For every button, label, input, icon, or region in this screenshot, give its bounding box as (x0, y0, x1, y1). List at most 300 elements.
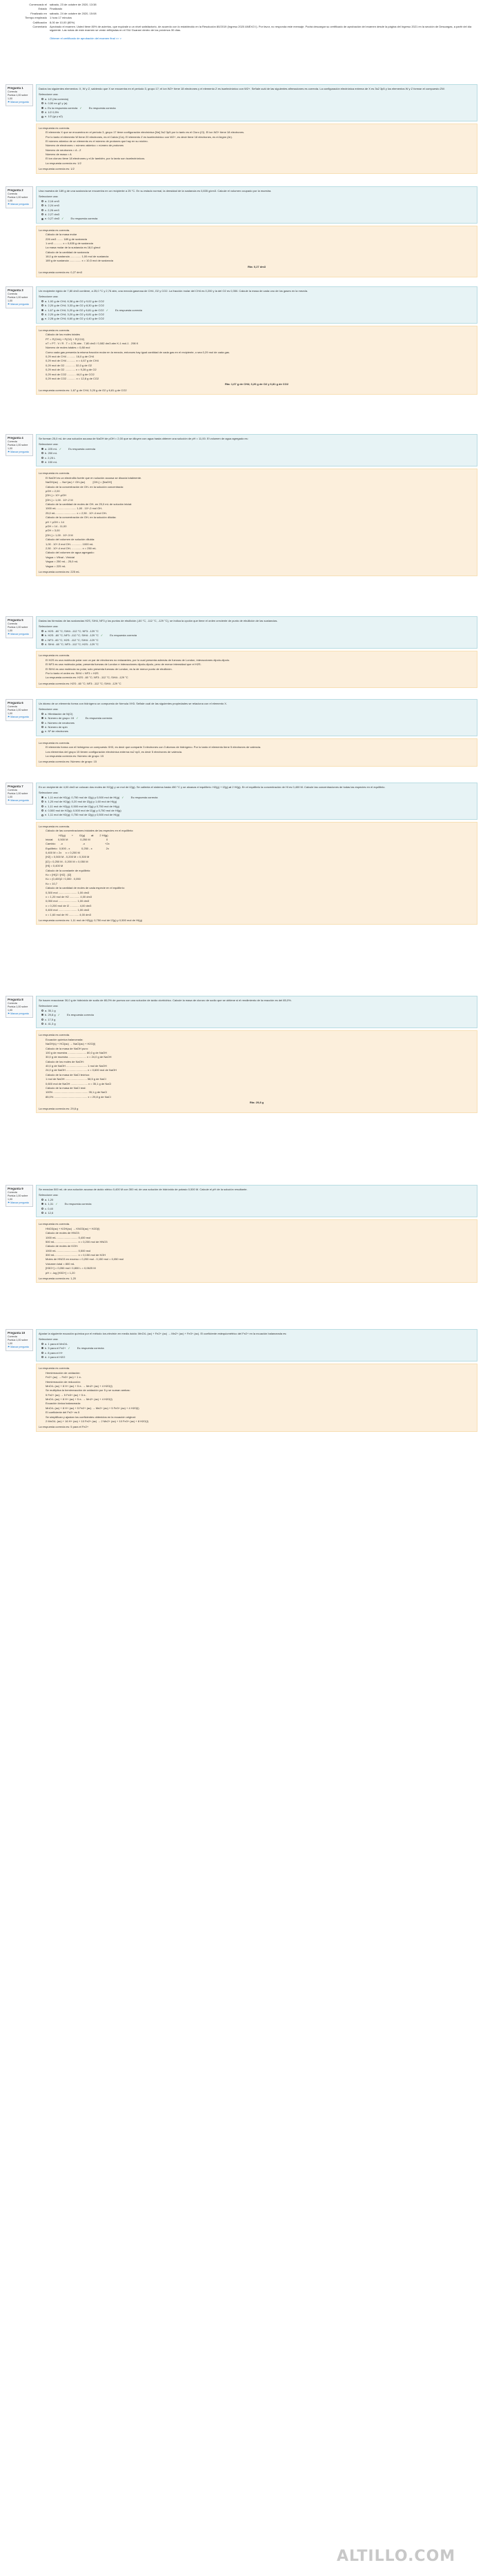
question-content (36, 1329, 477, 1432)
radio-button[interactable] (41, 107, 43, 109)
question-text: Dados los siguientes elementos: X, W y Z, sabiendo que X se encuentra en el periodo 3, grupo 17; el ion W2+ tiene 18 electrones y el elemento Z es isoelectrónico con W2+. Señale cuál de las siguientes afirmaciones es correcta. La configuración electrónica externa de X es 3s2 3p5 y los elementos W y Z forman el compuesto ZW. (39, 87, 445, 90)
answer-option[interactable] (41, 809, 475, 812)
option-feedback: Es respuesta correcta (70, 217, 98, 221)
question-number: Pregunta 4 (8, 436, 23, 440)
question-text: Una muestra de 189 g de una sustancia se encuentra en un recipiente a 25 °C. En su estado normal, la densidad de la sustancia es 0,835 g/cm3. Calcule el volumen ocupado por la muestra. (39, 189, 272, 193)
feedback-line: 0,050 mol ........................ 1,00 dm3 (46, 899, 90, 903)
answer-option[interactable] (41, 313, 475, 316)
answer-option[interactable] (41, 1207, 475, 1210)
feedback-line: MnO4- (ac) + 8 H+ (ac) + 5 Fe2+ (ac) → Mn2+ (ac) + 5 Fe3+ (ac) + 4 H2O(l) (46, 1406, 139, 1410)
flag-question-link[interactable] (8, 1346, 31, 1349)
feedback-line: pOH = 2,00 (46, 489, 60, 493)
answer-option[interactable] (41, 800, 475, 803)
check-icon: ✓ (57, 1013, 60, 1017)
answer-option[interactable] (41, 1355, 475, 1359)
question-status: Correcta (8, 1335, 17, 1338)
flag-question-link[interactable] (8, 799, 31, 803)
answer-option[interactable] (41, 1198, 475, 1201)
feedback-line: 24,0 g de NaOH ........................... x = 0,600 mol de NaOH (46, 1068, 117, 1072)
feedback-line: Cálculo de la cantidad de moles de cada especie en el equilibrio: (46, 886, 125, 890)
radio-button[interactable] (41, 102, 43, 104)
radio-button[interactable] (41, 213, 43, 215)
feedback-line: Se multiplica la hemirreacción de oxidación por 5 y se suman ambas: (46, 1388, 130, 1393)
answer-option[interactable] (41, 629, 475, 633)
feedback-line: H2(g) + I2(g) ⇌ 2 HI(g) (46, 833, 108, 837)
flag-icon: ⚑ (8, 633, 11, 636)
option-label: c. NF3: -60 °C; H2S: -112 °C; SiH4: -129 °C (45, 638, 99, 642)
question-info (6, 434, 33, 456)
flag-icon: ⚑ (8, 716, 11, 719)
question-score: Puntúa 1,00 sobre 1,00 (8, 443, 28, 450)
answer-option[interactable] (41, 447, 475, 451)
feedback-line: Cálculo de la cantidad de sustancia (46, 250, 89, 254)
radio-button[interactable] (41, 639, 43, 641)
feedback-line: Cálculo de la masa de NaCl teórica: (46, 1072, 90, 1076)
answer-option[interactable] (41, 451, 475, 455)
attempt-summary (6, 3, 477, 40)
option-label: c. 17,5 g (45, 1017, 56, 1021)
radio-button[interactable] (41, 1203, 43, 1205)
correct-answer: La respuesta correcta es: 29,8 g (39, 1106, 79, 1110)
feedback-line: La respuesta es correcta. (39, 1033, 70, 1037)
question-content (36, 616, 477, 688)
answer-option[interactable] (41, 1202, 475, 1206)
feedback-line: Cálculo de la constante de equilibrio: (46, 868, 91, 872)
feedback-line: Cálculo de moles de KOH: (46, 1244, 79, 1248)
question-block (6, 434, 477, 610)
feedback-line: Moles de HNO3 en exceso = 0,200 mol - 0,150 mol = 0,050 mol (46, 1257, 124, 1261)
feedback-line: Cálculo de la concentración de OH- en la solución diluida: (46, 515, 117, 520)
feedback-line: Por lo tanto el orden es: SiH4 < NF3 < H2S (46, 671, 99, 675)
question-info (6, 699, 33, 721)
question-info (6, 996, 33, 1018)
question-number: Pregunta 1 (8, 86, 23, 90)
feedback-line: Cálculo del volumen de solución diluida: (46, 538, 95, 542)
correct-answer: La respuesta correcta es: 1/2 (39, 167, 75, 171)
question-status: Correcta (8, 292, 17, 295)
feedback-line: nT = PT . V / R . T = 2,76 atm . 7,80 dm3 / 0,082 dm3 atm K-1 mol-1 . 298 K (46, 341, 139, 345)
answer-option[interactable] (41, 712, 475, 716)
feedback-box (36, 226, 477, 277)
question-status: Correcta (8, 1190, 17, 1194)
radio-button[interactable] (41, 713, 43, 715)
question-text-box (36, 1185, 477, 1217)
radio-button[interactable] (41, 800, 43, 803)
feedback-line: Cálculo de la masa de NaOH puro: (46, 1046, 89, 1050)
feedback-line: El NaOH es un electrolito fuerte que en solución acuosa se disocia totalmente. (46, 475, 142, 480)
select-label: Seleccione una: (39, 195, 59, 199)
flag-label: Marcar pregunta (10, 303, 29, 306)
feedback-line: [OH-] = 10^-pOH (46, 493, 66, 498)
feedback-line: [OH-] = 1,00 . 10^-2 M (46, 498, 73, 502)
option-label: e. 1/2 (gr y s2) (45, 115, 63, 119)
feedback-line: 2 MnO4- (ac) + 16 H+ (ac) + 10 Fe2+ (ac) → 2 Mn2+ (ac) + 10 Fe3+ (ac) + 8 H2O(l) (46, 1419, 148, 1424)
option-label: d. 4 para el H2O (45, 1355, 66, 1359)
option-label: b. 1,31 (45, 1202, 54, 1206)
feedback-box (36, 124, 477, 174)
check-icon: ✓ (121, 795, 124, 799)
feedback-line: 1,00 . 10^-3 mol OH- ............. 1000 mL (46, 542, 94, 546)
radio-button[interactable] (41, 200, 43, 202)
feedback-line: El número atómico de un elemento es el número de protones que hay en su núcleo. (46, 139, 148, 143)
question-info (6, 1329, 33, 1351)
feedback-line: 0,29 mol de CO2 ........... 44,0 g de CO2 (46, 372, 95, 376)
option-label: b. 1,20 mol de H2(g); 0,20 mol de I2(g) y 1,60 mol de HI(g) (45, 800, 117, 804)
feedback-line: 85,0% ........................................... x = 29,8 g de NaCl (46, 1094, 111, 1099)
summary-value: sábado, 23 de octubre de 2020, 13:38 (50, 3, 97, 6)
radio-button[interactable] (41, 318, 43, 320)
check-icon: ✓ (68, 1346, 70, 1350)
flag-label: Marcar pregunta (10, 799, 29, 803)
option-feedback: Es respuesta correcta (130, 795, 158, 799)
option-label: e. 1,11 mol de H2(g); 0,750 mol de I2(g) y 0,500 mol de HI(g) (45, 813, 120, 817)
question-text-box (36, 616, 477, 649)
answer-option[interactable] (41, 456, 475, 460)
question-number: Pregunta 5 (8, 618, 23, 622)
option-label: b. 0,50 en g2 y (a) (45, 101, 68, 106)
feedback-line: La respuesta es correcta. (39, 1366, 70, 1370)
option-feedback: Es respuesta correcta (68, 446, 96, 451)
feedback-line: pH + pOH = 14 (46, 520, 64, 524)
radio-button[interactable] (41, 457, 43, 459)
summary-row (6, 16, 477, 19)
feedback-line: La respuesta es correcta. (39, 228, 70, 232)
option-label: b. 250 mL (45, 451, 57, 455)
summary-row (6, 7, 477, 10)
flag-question-link[interactable] (8, 716, 31, 719)
flag-question-link[interactable] (8, 633, 31, 636)
flag-icon: ⚑ (8, 1012, 11, 1016)
answer-option[interactable] (41, 642, 475, 646)
answer-option[interactable] (41, 1009, 475, 1012)
radio-button[interactable] (41, 1014, 43, 1016)
radio-button[interactable] (41, 1356, 43, 1358)
option-label: d. 0,500 mol de H2(g); 0,500 mol de I2(g) y 0,750 mol de HI(g) (45, 808, 121, 812)
correct-answer: La respuesta correcta es: H2S: -60 °C; NF3: -112 °C; SiH4: -129 °C (39, 681, 121, 685)
answer-option[interactable] (41, 1022, 475, 1025)
feedback-box (36, 651, 477, 688)
radio-button[interactable] (41, 1023, 43, 1025)
feedback-line: 1 mol de NaOH ............................ 58,5 g de NaCl (46, 1077, 106, 1081)
feedback-line: La respuesta correcta es: 1/2 (46, 161, 81, 165)
question-content (36, 186, 477, 277)
feedback-line: El SiH4 es una molécula no polar, solo presenta fuerzas de London, es la de menor punto de ebullición. (46, 667, 172, 671)
select-label: Seleccione una: (39, 625, 59, 629)
question-content (36, 1185, 477, 1283)
feedback-line: Cambio: -x -x +2x (46, 842, 110, 846)
radio-button[interactable] (41, 309, 43, 311)
answer-option[interactable] (41, 721, 475, 725)
flag-label: Marcar pregunta (10, 633, 29, 636)
flag-question-link[interactable] (8, 101, 31, 104)
flag-label: Marcar pregunta (10, 451, 29, 454)
feedback-line: 189 g de sustancia ............... x = 10,5 mol de sustancia (46, 259, 113, 263)
question-block (6, 616, 477, 694)
radio-button[interactable] (41, 1019, 43, 1021)
option-label: e. 2,28 g de CH4; 6,60 g de O2 y 4,40 g de CO2 (45, 317, 104, 321)
feedback-line: pOH = 14 - 11,00 (46, 524, 67, 529)
correct-answer: La respuesta correcta es: 225 mL (39, 569, 80, 573)
summary-key: Tiempo empleado (25, 16, 47, 20)
question-score: Puntúa 1,00 sobre 1,00 (8, 195, 28, 202)
answer-option[interactable] (41, 110, 475, 114)
feedback-line: Cálculo de moles de HNO3: (46, 1231, 80, 1235)
check-icon: ✓ (59, 446, 62, 451)
option-feedback: Es respuesta correcta (85, 716, 112, 720)
feedback-line: La respuesta es correcta. (39, 126, 70, 130)
radio-button[interactable] (41, 1010, 43, 1012)
radio-button[interactable] (41, 1199, 43, 1201)
answer-option[interactable] (41, 1346, 475, 1350)
answer-option[interactable] (41, 317, 475, 320)
flag-label: Marcar pregunta (10, 716, 29, 719)
option-label: d. 2,27 dm3 (45, 212, 60, 216)
check-icon: ✓ (100, 633, 103, 638)
answer-option[interactable] (41, 115, 475, 118)
answer-option[interactable] (41, 199, 475, 203)
radio-button[interactable] (41, 116, 43, 118)
answer-option[interactable] (41, 208, 475, 212)
answer-option[interactable] (41, 725, 475, 729)
radio-button[interactable] (41, 1212, 43, 1214)
feedback-line: [HI] = 0,400 M (46, 864, 63, 868)
option-label: c. 2,26 cm3 (45, 208, 59, 212)
question-info (6, 1185, 33, 1207)
feedback-line: Ecuación iónica balanceada: (46, 1402, 81, 1406)
question-text-box (36, 783, 477, 820)
option-label: d. 12,6 (45, 1210, 54, 1215)
check-icon: ✓ (55, 1202, 58, 1206)
feedback-line: x = 1,60 mol de HI ............. 4,00 dm3 (46, 912, 91, 916)
option-label: a. 35,1 g (45, 1008, 56, 1012)
option-label: a. 1,92 g de CH4; 6,38 g de O2 y 9,02 g de CO2 (45, 299, 104, 303)
option-label: a. 1 para el MnO4- (45, 1341, 68, 1346)
question-number: Pregunta 2 (8, 188, 23, 192)
question-score: Puntúa 1,00 sobre 1,00 (8, 1338, 28, 1345)
feedback-line: 500 mL ............................. x = 0,200 mol de HNO3 (46, 1239, 108, 1243)
option-feedback: Es respuesta correcta (64, 1202, 92, 1206)
radio-button[interactable] (41, 809, 43, 812)
radio-button[interactable] (41, 461, 43, 463)
radio-button[interactable] (41, 313, 43, 315)
question-content (36, 699, 477, 767)
feedback-line: La respuesta correcta es: H2S: -60 °C; NF3: -112 °C; SiH4: -129 °C (46, 676, 128, 680)
option-label: c. Número de neutrones (45, 720, 75, 725)
feedback-line: Cálculo de la concentración de OH- en la solución concentrada: (46, 484, 124, 489)
feedback-line: Se simplifican y ajustan los coeficientes obtenidos en la ecuación original: (46, 1415, 136, 1419)
radio-button[interactable] (41, 1208, 43, 1210)
option-feedback: Es respuesta correcta (77, 1346, 104, 1350)
radio-button[interactable] (41, 1347, 43, 1349)
radio-button[interactable] (41, 452, 43, 454)
flag-question-link[interactable] (8, 451, 31, 454)
radio-button[interactable] (41, 634, 43, 636)
answer-option[interactable] (41, 97, 475, 101)
radio-button[interactable] (41, 643, 43, 645)
question-status: Correcta (8, 705, 17, 708)
question-info (6, 616, 33, 638)
feedback-line: Cálculo de la masa de NaCl real: (46, 1086, 86, 1090)
question-text: Un recipiente rígido de 7,80 dm3 contiene, a 25,0 °C y 2,76 atm, una mezcla gaseosa de CH4, O2 y CO2. La fracción molar del CH4 es 0,200 y la del O2 es 0,350. Calcule la masa de cada uno de los gases en la mezcla. (39, 289, 308, 293)
check-icon: ✓ (76, 716, 79, 720)
answer-option[interactable] (41, 1351, 475, 1355)
radio-button[interactable] (41, 204, 43, 206)
question-number: Pregunta 6 (8, 701, 23, 705)
flag-icon: ⚑ (8, 799, 11, 803)
answer-option[interactable] (41, 633, 475, 637)
radio-button[interactable] (41, 805, 43, 807)
option-label: d. Número de spin (45, 725, 68, 729)
feedback-line: La respuesta es correcta. (39, 1222, 70, 1226)
question-block (6, 699, 477, 776)
flag-question-link[interactable] (8, 1201, 31, 1205)
radio-button[interactable] (41, 731, 43, 733)
radio-button[interactable] (41, 218, 43, 220)
question-info (6, 186, 33, 208)
feedback-line: El elemento forma con el hidrógeno un compuesto XH3, es decir que comparte 3 electrones con 3 átomos de hidrógeno. Por lo tanto el elemento tiene 5 electrones de valencia. (46, 745, 262, 749)
flag-icon: ⚑ (8, 101, 11, 104)
flag-icon: ⚑ (8, 303, 11, 306)
feedback-line: La respuesta es correcta. (39, 471, 70, 475)
summary-key: Comenzado el (29, 3, 47, 6)
flag-label: Marcar pregunta (10, 1012, 29, 1016)
feedback-box (36, 1364, 477, 1431)
radio-button[interactable] (41, 726, 43, 728)
question-content (36, 783, 477, 925)
radio-button[interactable] (41, 1352, 43, 1354)
option-label: b. Número de grupo: 15 (45, 716, 75, 720)
feedback-line: 40,0 g de NaOH ........................... 1 mol de NaOH (46, 1064, 107, 1068)
radio-button[interactable] (41, 304, 43, 306)
feedback-line: Número de masa = A (46, 153, 72, 157)
answer-option[interactable] (41, 101, 475, 105)
option-label: c. 8 para el H+ (45, 1350, 63, 1355)
summary-row-comment (6, 25, 477, 32)
feedback-line: [H2] = 0,500 M - 0,200 M = 0,300 M (46, 855, 90, 859)
feedback-box (36, 738, 477, 767)
feedback-line: Por lo tanto el elemento W tiene 20 electrones, es el Calcio (Ca). El elemento Z es isoelectrónico con W2+, es decir tiene 18 electrones, es el Argón (Ar). (46, 135, 233, 139)
radio-button[interactable] (41, 300, 43, 302)
answer-option[interactable] (41, 304, 475, 307)
select-label: Seleccione una: (39, 1337, 59, 1341)
feedback-line: 1000 mL ........................... 0,400 mol (46, 1235, 91, 1239)
feedback-line: Cálculo de la masa molar (46, 233, 77, 237)
feedback-line: pH = -log [H3O+] = 1,20 (46, 1270, 75, 1275)
question-number: Pregunta 10 (8, 1331, 26, 1335)
radio-button[interactable] (41, 717, 43, 719)
option-label: a. 1/2 (rta correcta) (45, 97, 69, 101)
radio-button[interactable] (41, 722, 43, 724)
summary-key: Comentario (32, 24, 47, 28)
radio-button[interactable] (41, 630, 43, 632)
answer-option[interactable] (41, 1013, 475, 1016)
feedback-line: Cálculo de los moles totales (46, 333, 80, 337)
option-label: e. Nº de electrones (45, 729, 68, 734)
answer-option[interactable] (41, 1342, 475, 1346)
correct-answer: La respuesta correcta es: 5 para el Fe2+ (39, 1425, 89, 1429)
flag-question-link[interactable] (8, 303, 31, 306)
question-info (6, 84, 33, 106)
flag-question-link[interactable] (8, 203, 31, 206)
feedback-box (36, 326, 477, 395)
question-status: Correcta (8, 192, 17, 195)
answer-option[interactable] (41, 716, 475, 720)
answer-option[interactable] (41, 106, 475, 110)
feedback-line: Hemirreacción de oxidación: (46, 1370, 81, 1375)
select-label: Seleccione una: (39, 1004, 59, 1008)
question-score: Puntúa 1,00 sobre 1,00 (8, 792, 28, 798)
flag-icon: ⚑ (8, 451, 11, 454)
answer-option[interactable] (41, 813, 475, 816)
feedback-line: 0,29 mol de CH4 ........... 16,0 g de CH4 (46, 355, 95, 359)
summary-row (6, 3, 477, 6)
feedback-box (36, 1030, 477, 1113)
option-label: b. H2S: -60 °C; NF3: -112 °C; SiH4: -129 °C (45, 633, 99, 638)
answer-option[interactable] (41, 308, 475, 312)
question-status: Correcta (8, 440, 17, 443)
question-content (36, 84, 477, 174)
radio-button[interactable] (41, 98, 43, 100)
answer-option[interactable] (41, 299, 475, 303)
answer-option[interactable] (41, 213, 475, 216)
question-block (6, 1185, 477, 1323)
answer-option[interactable] (41, 1211, 475, 1215)
feedback-line: 2,50 . 10^-4 mol OH- ............. x = 250 mL (46, 546, 97, 550)
select-label: Seleccione una: (39, 442, 59, 446)
radio-button[interactable] (41, 1343, 43, 1345)
answer-option[interactable] (41, 1018, 475, 1021)
answer-option[interactable] (41, 796, 475, 799)
radio-button[interactable] (41, 796, 43, 798)
feedback-line: La respuesta es correcta. (39, 653, 70, 658)
radio-button[interactable] (41, 209, 43, 211)
option-label: a. 1,20 (45, 1197, 54, 1201)
option-label: d. 2,20 g de CH4; 3,20 g de O2 y 6,81 g de CO2 (45, 312, 104, 316)
certificate-link[interactable]: Obtener el certificado de aprobación del examen final >> > (50, 36, 121, 40)
option-label: c. 2,25 L (45, 455, 56, 460)
radio-button[interactable] (41, 111, 43, 113)
option-label: d. 150 mL (45, 460, 57, 464)
radio-button[interactable] (41, 814, 43, 816)
feedback-line: 1 cm3 ........... x = 0,835 g de sustancia (46, 241, 93, 245)
watermark: ALTILLO.COM (337, 2548, 456, 2565)
summary-comment: Aprobado el examen. Usted tiene 80% de aciertos, que equivale a un nivel satisfactorio, de acuerdo con lo establecido en la Resolución 80/2019 (Ingreso 2020 ANEXO I). Por favor, no responda este mensaje. Podrá descargar su certificado de aprobación del examen desde la página del Ingreso 2021 en la sección de Descargas, a partir del día siguiente. Las notas de este examen se verán reflejadas en el SIU Guaraní dentro de los próximos 30 días. (50, 24, 472, 32)
summary-row (6, 12, 477, 15)
question-block (6, 286, 477, 428)
answer-option[interactable] (41, 460, 475, 464)
question-number: Pregunta 7 (8, 785, 23, 788)
correct-answer: La respuesta correcta es: 1,67 g de CH4; 3,20 g de O2 y 6,81 g de CO2 (39, 388, 127, 392)
answer-option[interactable] (41, 805, 475, 808)
feedback-line: 0,300 mol ........................ 1,00 dm3 (46, 890, 90, 894)
question-block (6, 996, 477, 1179)
question-text-box (36, 434, 477, 466)
feedback-line: Kc = 10,7 (46, 881, 58, 885)
answer-option[interactable] (41, 217, 475, 220)
answer-option[interactable] (41, 204, 475, 207)
feedback-line: [H3O+] = 0,050 mol / 0,800 L = 0,0625 M (46, 1266, 96, 1270)
answer-option[interactable] (41, 638, 475, 642)
question-info (6, 286, 33, 308)
answer-option[interactable] (41, 729, 475, 733)
question-info (6, 783, 33, 805)
question-score: Puntúa 1,00 sobre 1,00 (8, 1194, 28, 1201)
flag-question-link[interactable] (8, 1012, 31, 1016)
select-label: Seleccione una: (39, 1193, 59, 1197)
feedback-box (36, 822, 477, 925)
radio-button[interactable] (41, 448, 43, 450)
option-label: b. 2,24 cm3 (45, 204, 59, 208)
